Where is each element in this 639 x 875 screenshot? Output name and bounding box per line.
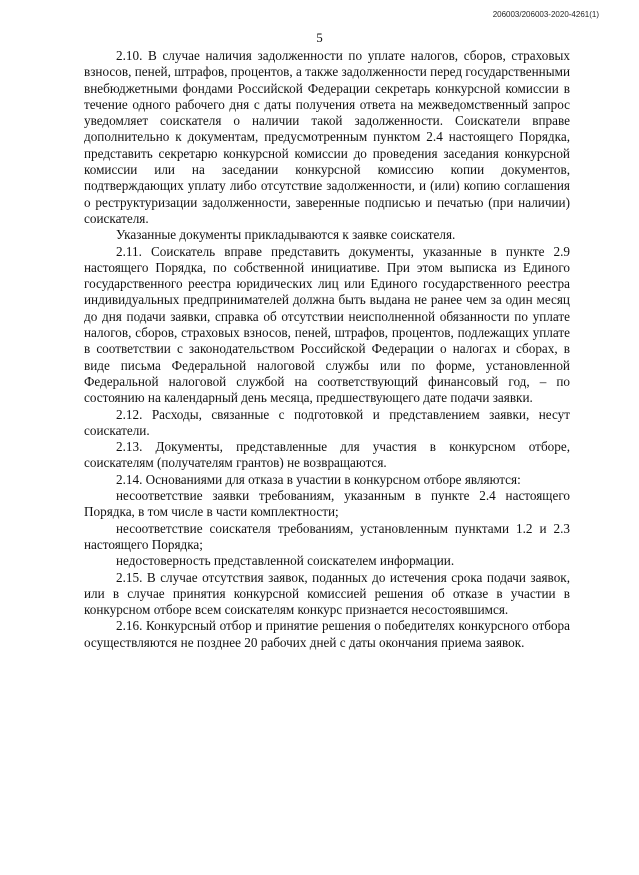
page-number: 5 xyxy=(316,30,323,45)
paragraph-2-12: 2.12. Расходы, связанные с подготовкой и представлением заявки, несут соискатели. xyxy=(84,406,570,438)
document-id: 206003/206003-2020-4261(1) xyxy=(492,10,599,19)
paragraph-2-10: 2.10. В случае наличия задолженности по уплате налогов, сборов, страховых взносов, пеней, штрафов, процентов, а также задолженности перед государственными внебюджетными фондами Российской Федерации секретарь конкурсной комиссии в течение одного рабочего дня с даты получения ответа на межведомственный запрос уведомляет соискателя о наличии такой задолженности. Соискатели вправе дополнительно к документам, предусмотренным пунктом 2.4 настоящего Порядка, представить секретарю конкурсной комиссии до проведения заседания конкурсной комиссии или на заседании конкурсной комиссию копии документов, подтверждающих уплату либо отсутствие задолженности, и (или) копию соглашения о реструктуризации задолженности, заверенные подписью и печатью (при наличии) соискателя. xyxy=(84,48,570,226)
paragraph-2-16: 2.16. Конкурсный отбор и принятие решения о победителях конкурсного отбора осуществляются не позднее 20 рабочих дней с даты окончания приема заявок. xyxy=(84,618,570,650)
paragraph-2-11: 2.11. Соискатель вправе представить документы, указанные в пункте 2.9 настоящего Порядка, по собственной инициативе. При этом выписка из Единого государственного реестра юридических лиц или Единого государственного реестра индивидуальных предпринимателей должна быть выдана не ранее чем за один месяц до дня подачи заявки, справка об отсутствии неисполненной обязанности по уплате налогов, сборов, страховых взносов, пеней, штрафов, процентов, подлежащих уплате в соответствии с законодательством Российской Федерации о налогах и сборах, в виде письма Федеральной налоговой службы или по форме, установленной Федеральной налоговой службой на соответствующий финансовый год, – по состоянию на календарный день месяца, предшествующего дате подачи заявки. xyxy=(84,243,570,406)
document-body xyxy=(84,48,570,651)
paragraph-attached-docs: Указанные документы прикладываются к заявке соискателя. xyxy=(116,227,456,243)
refusal-ground-1: несоответствие заявки требованиям, указанным в пункте 2.4 настоящего Порядка, в том числе в части комплектности; xyxy=(84,488,570,520)
refusal-ground-3: недостоверность представленной соискателем информации. xyxy=(116,553,455,569)
paragraph-2-13: 2.13. Документы, представленные для участия в конкурсном отборе, соискателям (получателям грантов) не возвращаются. xyxy=(84,439,570,471)
paragraph-2-14: 2.14. Основаниями для отказа в участии в конкурсном отборе являются: xyxy=(116,471,521,487)
paragraph-2-15: 2.15. В случае отсутствия заявок, поданных до истечения срока подачи заявок, или в случае принятия конкурсной комиссией решения об отказе в участии в конкурсном отборе всем соискателям конкурс признается несостоявшимся. xyxy=(84,569,570,618)
refusal-ground-2: несоответствие соискателя требованиям, установленным пунктами 1.2 и 2.3 настоящего Порядка; xyxy=(84,520,570,552)
